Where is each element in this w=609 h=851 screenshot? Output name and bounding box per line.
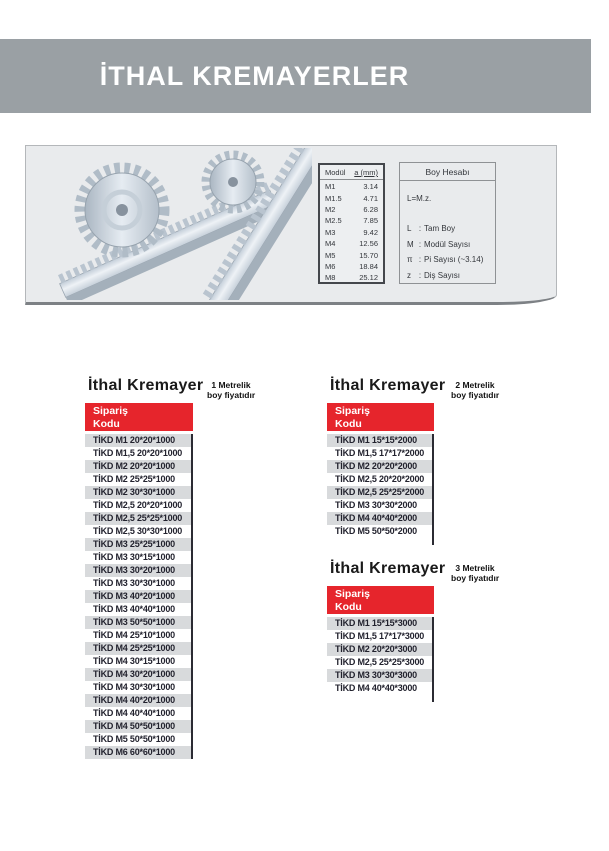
a-mm-value: 15.70: [359, 250, 378, 260]
product-photo-gears-racks: [30, 148, 312, 300]
a-mm-value: 7.85: [363, 216, 378, 226]
boy-definition-row: [407, 240, 495, 249]
order-code-row: TİKD M3 30*15*1000: [85, 551, 191, 564]
modul-row: [320, 249, 383, 260]
order-code-row: TİKD M4 25*10*1000: [85, 629, 191, 642]
order-code-row: TİKD M5 50*50*1000: [85, 733, 191, 746]
definition-meaning: Pi Sayısı (~3.14): [424, 255, 484, 264]
definition-colon: :: [418, 224, 422, 233]
order-code-header-line2: Kodu: [335, 417, 362, 430]
order-code-row: TİKD M4 40*40*3000: [327, 682, 432, 695]
order-code-row: TİKD M3 40*40*1000: [85, 603, 191, 616]
a-mm-value: 3.14: [363, 182, 378, 192]
order-code-header-line1: Sipariş: [93, 405, 129, 417]
price-note-1m: [207, 381, 255, 400]
order-code-row: TİKD M2,5 25*25*1000: [85, 512, 191, 525]
order-code-row: TİKD M1,5 17*17*2000: [327, 447, 432, 460]
order-code-row: TİKD M5 50*50*2000: [327, 525, 432, 538]
order-code-header-line1: Sipariş: [335, 588, 371, 600]
definition-symbol: M: [407, 239, 414, 249]
order-code-header-line2: Kodu: [335, 600, 362, 613]
order-code-row: TİKD M4 25*25*1000: [85, 642, 191, 655]
order-code-row: TİKD M3 40*20*1000: [85, 590, 191, 603]
price-note-3m: [451, 564, 499, 583]
order-code-row: TİKD M4 40*40*2000: [327, 512, 432, 525]
order-table-3m: [327, 559, 446, 702]
boy-definition-row: [407, 255, 495, 264]
order-code-row: TİKD M1,5 17*17*3000: [327, 630, 432, 643]
modul-table: [318, 163, 385, 284]
modul-value: M4: [325, 239, 336, 249]
boy-hesabi-formula: L=M.z.: [407, 194, 432, 203]
modul-table-rows: [320, 180, 383, 284]
modul-value: M1.5: [325, 193, 342, 203]
modul-table-header: [320, 165, 383, 180]
order-code-row: TİKD M2 30*30*1000: [85, 486, 191, 499]
definition-colon: :: [418, 239, 422, 249]
boy-hesabi-title: Boy Hesabı: [400, 163, 495, 181]
order-code-row: TİKD M4 30*20*1000: [85, 668, 191, 681]
table-border-tail: [327, 695, 434, 702]
a-mm-value: 25.12: [359, 273, 378, 283]
price-note-line2: boy fiyatıdır: [451, 572, 500, 583]
table-border-tail: [327, 538, 434, 545]
order-code-row: TİKD M4 30*30*1000: [85, 681, 191, 694]
order-code-row: TİKD M3 30*20*1000: [85, 564, 191, 577]
order-code-row: TİKD M2 25*25*1000: [85, 473, 191, 486]
definition-symbol: L: [407, 224, 412, 233]
boy-hesabi-definitions: [407, 224, 495, 280]
order-code-header-line2: Kodu: [93, 417, 120, 430]
a-mm-value: 18.84: [359, 261, 378, 271]
order-code-row: TİKD M2 20*20*1000: [85, 460, 191, 473]
modul-row: [320, 272, 383, 283]
order-code-row: TİKD M3 50*50*1000: [85, 616, 191, 629]
a-mm-value: 6.28: [363, 204, 378, 214]
price-note-line1: 1 Metrelik: [211, 380, 251, 390]
order-table-title: İthal Kremayer: [330, 377, 446, 394]
order-code-row: TİKD M1 20*20*1000: [85, 434, 191, 447]
definition-symbol: π: [407, 255, 413, 264]
order-table-2m: [327, 376, 446, 545]
modul-row: [320, 181, 383, 192]
order-code-row: TİKD M6 60*60*1000: [85, 746, 191, 759]
a-mm-value: 9.42: [363, 227, 378, 237]
price-note-line2: boy fiyatıdır: [451, 389, 500, 400]
order-code-row: TİKD M3 30*30*3000: [327, 669, 432, 682]
modul-row: [320, 227, 383, 238]
order-code-row: TİKD M2 20*20*3000: [327, 643, 432, 656]
order-code-row: TİKD M2,5 25*25*3000: [327, 656, 432, 669]
order-code-header: [327, 403, 434, 431]
order-code-row: TİKD M1 15*15*2000: [327, 434, 432, 447]
modul-row: [320, 215, 383, 226]
definition-meaning: Tam Boy: [424, 224, 456, 233]
definition-colon: :: [418, 255, 422, 264]
order-code-row: TİKD M3 30*30*2000: [327, 499, 432, 512]
modul-row: [320, 261, 383, 272]
modul-value: M3: [325, 227, 336, 237]
order-code-row: TİKD M2,5 30*30*1000: [85, 525, 191, 538]
order-code-header: [85, 403, 193, 431]
order-code-row: TİKD M3 25*25*1000: [85, 538, 191, 551]
modul-row: [320, 238, 383, 249]
a-mm-value: 12.56: [359, 239, 378, 249]
order-code-row: TİKD M4 40*40*1000: [85, 707, 191, 720]
order-code-list: [327, 434, 434, 538]
price-note-line1: 3 Metrelik: [455, 563, 495, 573]
order-code-list: [85, 434, 193, 759]
order-table-title: İthal Kremayer: [88, 377, 204, 394]
page-title-banner: [0, 39, 591, 113]
gear-icon: [206, 155, 260, 209]
a-mm-col-header: a (mm): [354, 168, 378, 177]
definition-colon: :: [418, 270, 422, 280]
order-code-row: TİKD M4 50*50*1000: [85, 720, 191, 733]
order-code-row: TİKD M1,5 20*20*1000: [85, 447, 191, 460]
definition-meaning: Diş Sayısı: [424, 270, 461, 280]
definition-symbol: z: [407, 270, 411, 280]
modul-row: [320, 192, 383, 203]
modul-value: M1: [325, 182, 336, 192]
a-mm-value: 4.71: [363, 193, 378, 203]
page-title: İTHAL KREMAYERLER: [99, 60, 410, 91]
product-info-panel: [25, 145, 557, 305]
definition-meaning: Modül Sayısı: [424, 239, 471, 249]
modul-value: M8: [325, 273, 336, 283]
modul-value: M6: [325, 261, 336, 271]
boy-definition-row: [407, 224, 495, 233]
order-code-row: TİKD M2,5 25*25*2000: [327, 486, 432, 499]
price-note-line2: boy fiyatıdır: [207, 389, 256, 400]
order-table-title: İthal Kremayer: [330, 560, 446, 577]
order-code-row: TİKD M1 15*15*3000: [327, 617, 432, 630]
order-code-row: TİKD M3 30*30*1000: [85, 577, 191, 590]
order-code-row: TİKD M2,5 20*20*2000: [327, 473, 432, 486]
modul-value: M2: [325, 204, 336, 214]
price-note-2m: [451, 381, 499, 400]
order-code-list: [327, 617, 434, 695]
order-code-header: [327, 586, 434, 614]
order-code-header-line1: Sipariş: [335, 405, 371, 417]
modul-col-header: Modül: [325, 168, 346, 177]
boy-definition-row: [407, 271, 495, 280]
gear-icon: [80, 168, 164, 252]
order-code-row: TİKD M4 30*15*1000: [85, 655, 191, 668]
order-code-row: TİKD M2,5 20*20*1000: [85, 499, 191, 512]
modul-value: M2.5: [325, 216, 342, 226]
price-note-line1: 2 Metrelik: [455, 380, 495, 390]
modul-value: M5: [325, 250, 336, 260]
order-table-1m: [85, 376, 204, 759]
boy-hesabi-box: [399, 162, 496, 284]
order-code-row: TİKD M4 40*20*1000: [85, 694, 191, 707]
modul-row: [320, 204, 383, 215]
order-code-row: TİKD M2 20*20*2000: [327, 460, 432, 473]
